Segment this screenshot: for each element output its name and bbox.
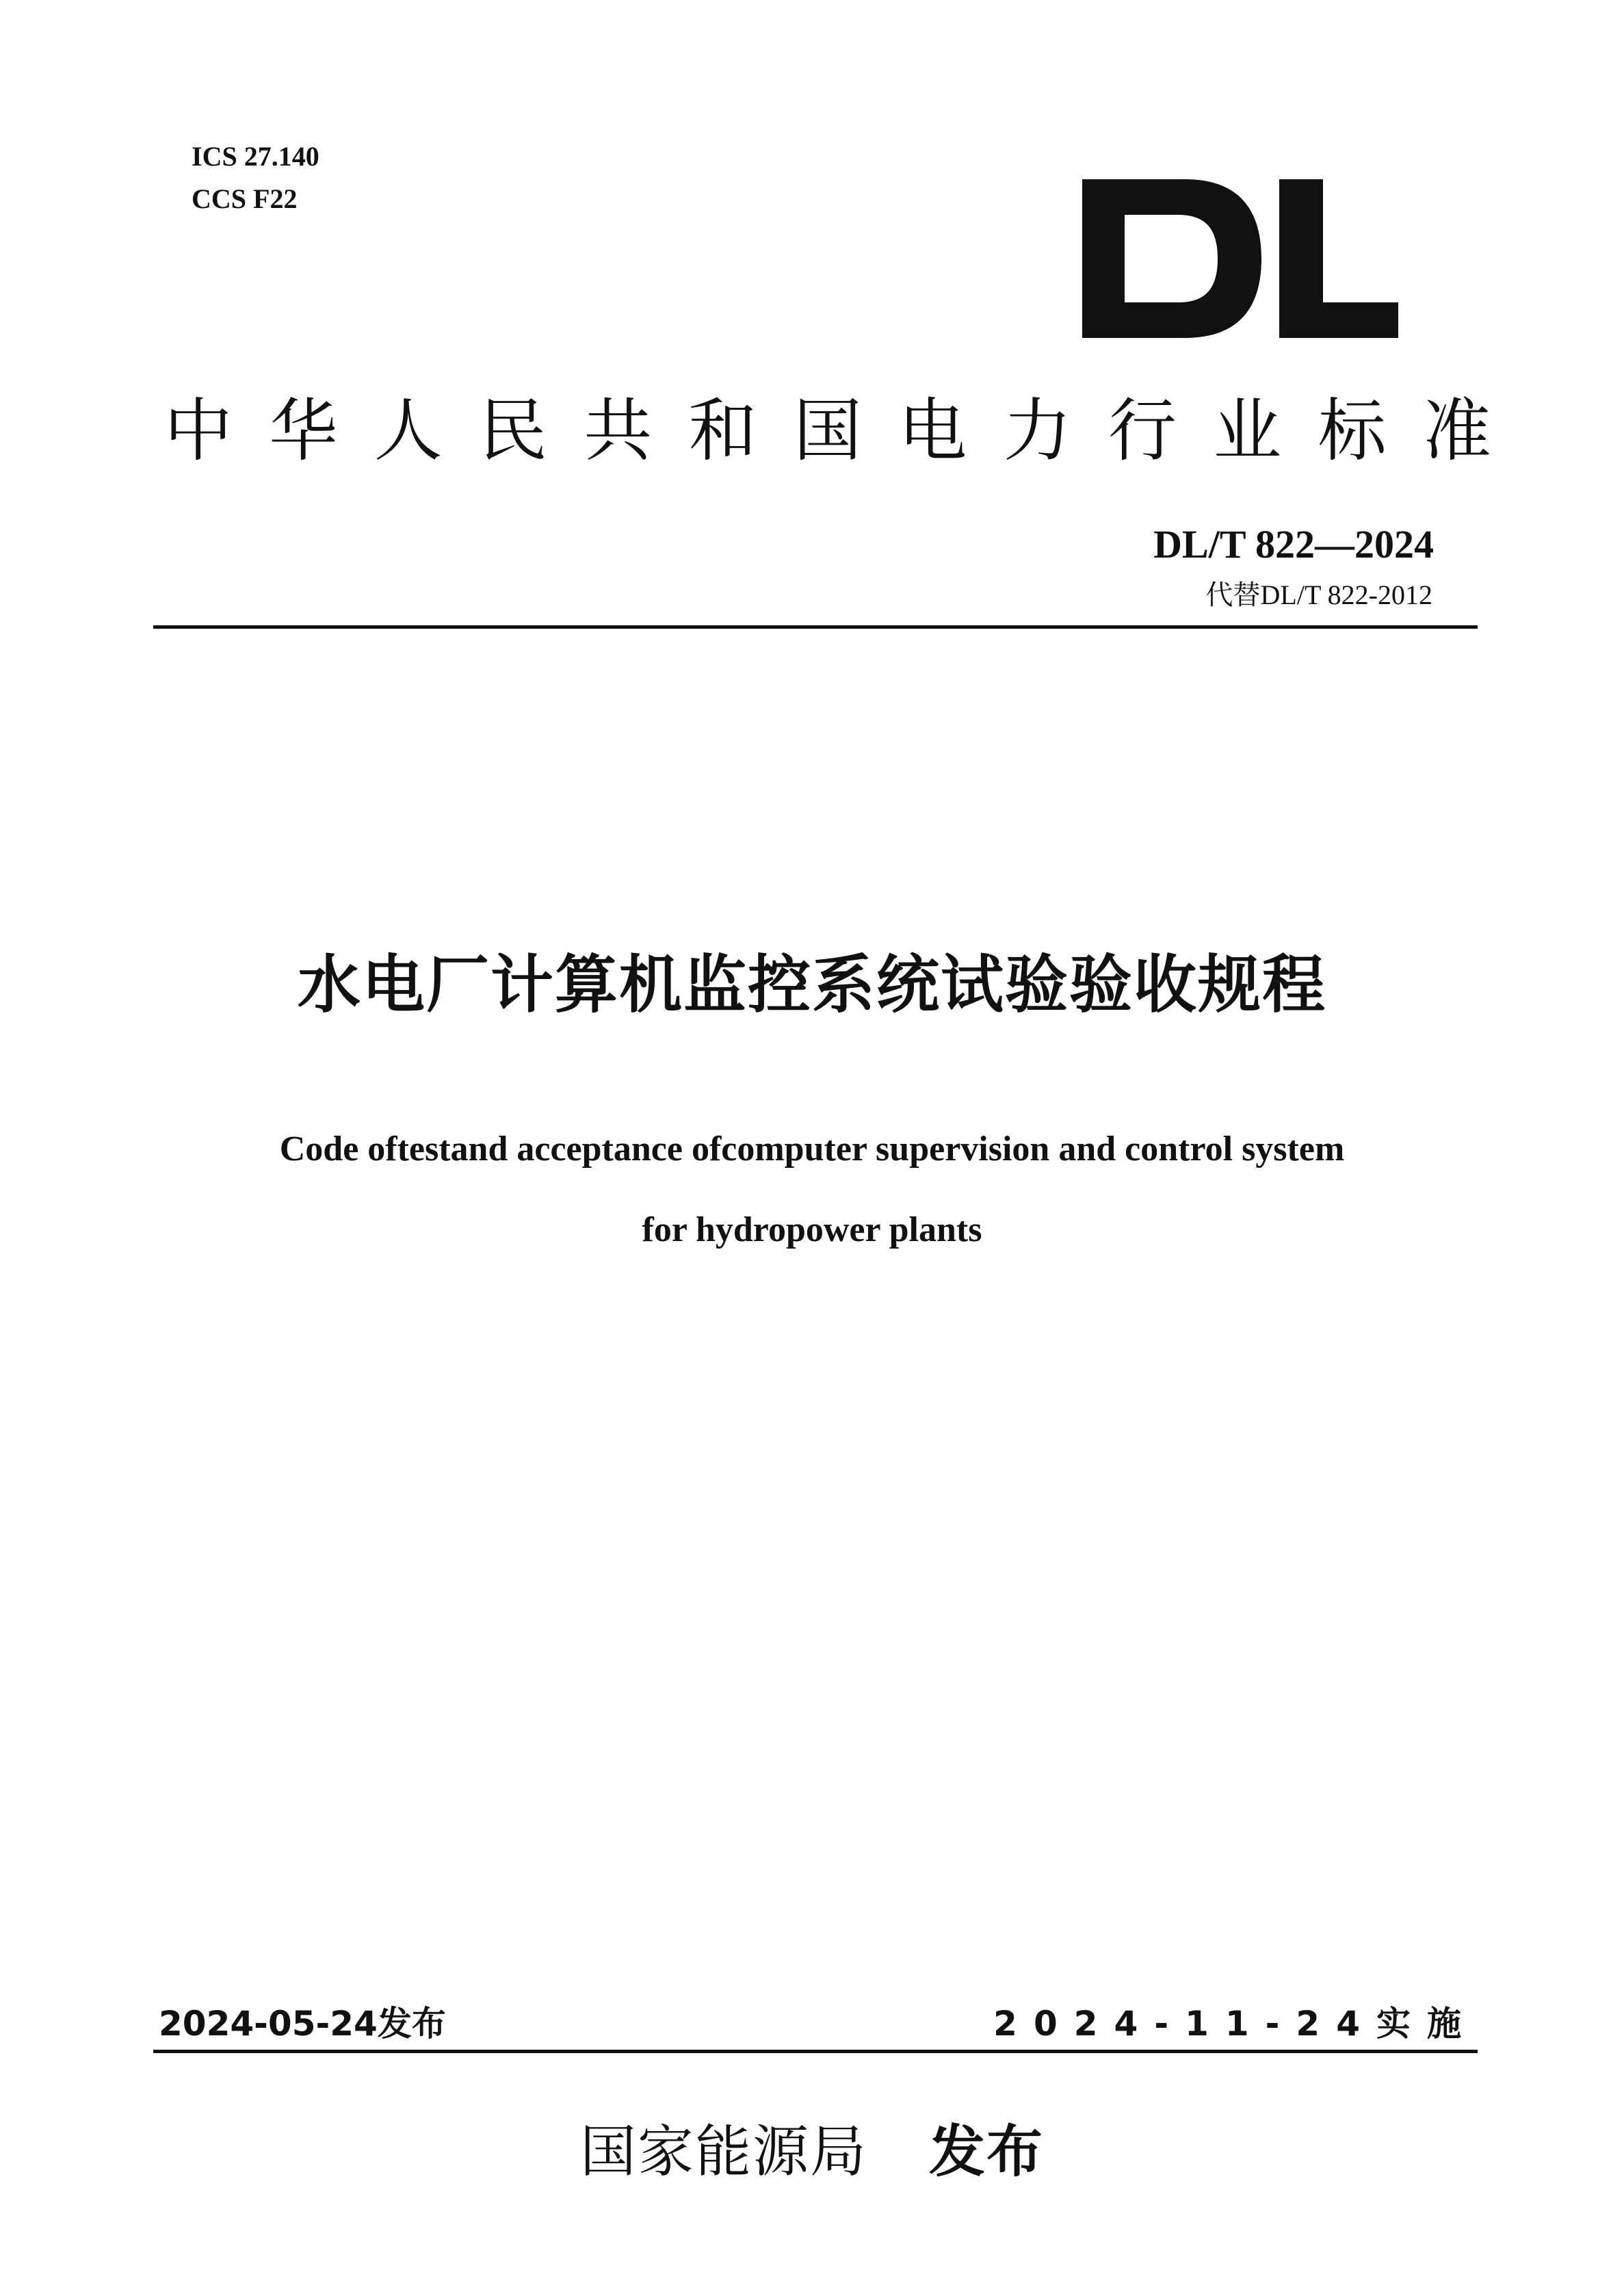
org-char: 业 — [1213, 391, 1282, 471]
classification-codes — [192, 135, 319, 220]
org-char: 中 — [164, 391, 233, 471]
org-char: 民 — [478, 391, 547, 471]
org-char: 准 — [1422, 391, 1491, 471]
bottom-divider — [153, 2050, 1478, 2053]
document-title-chinese: 水电厂计算机监控系统试验验收规程 — [297, 948, 1326, 1021]
top-divider — [153, 625, 1478, 629]
publisher-verb: 发布 — [929, 2119, 1045, 2184]
effective-date: 2024-11-24实施 — [993, 2004, 1478, 2044]
replaced-standard: 代替DL/T 822-2012 — [1205, 579, 1432, 610]
publisher — [0, 2111, 1624, 2193]
standard-number: DL/T 822—2024 — [1153, 522, 1434, 566]
org-char: 和 — [688, 391, 757, 471]
org-char: 人 — [374, 391, 443, 471]
ccs-code: CCS F22 — [192, 183, 298, 214]
org-char: 标 — [1318, 391, 1387, 471]
org-char: 华 — [269, 391, 338, 471]
ics-code: ICS 27.140 — [192, 141, 319, 172]
dl-logo — [1082, 179, 1398, 338]
publisher-name: 国家能源局 — [579, 2119, 867, 2184]
organization-title — [164, 383, 1491, 479]
org-char: 电 — [898, 391, 967, 471]
org-char: 共 — [584, 391, 653, 471]
org-char: 国 — [793, 391, 862, 471]
dl-logo-d — [1082, 179, 1261, 338]
document-title-english-line2: for hydropower plants — [642, 1210, 982, 1249]
document-title-english-line1: Code oftestand acceptance ofcomputer supervision and control system — [279, 1130, 1345, 1169]
org-char: 力 — [1003, 391, 1072, 471]
issue-date: 2024-05-24发布 — [159, 2004, 446, 2044]
org-char: 行 — [1108, 391, 1177, 471]
dl-logo-l — [1279, 179, 1398, 338]
